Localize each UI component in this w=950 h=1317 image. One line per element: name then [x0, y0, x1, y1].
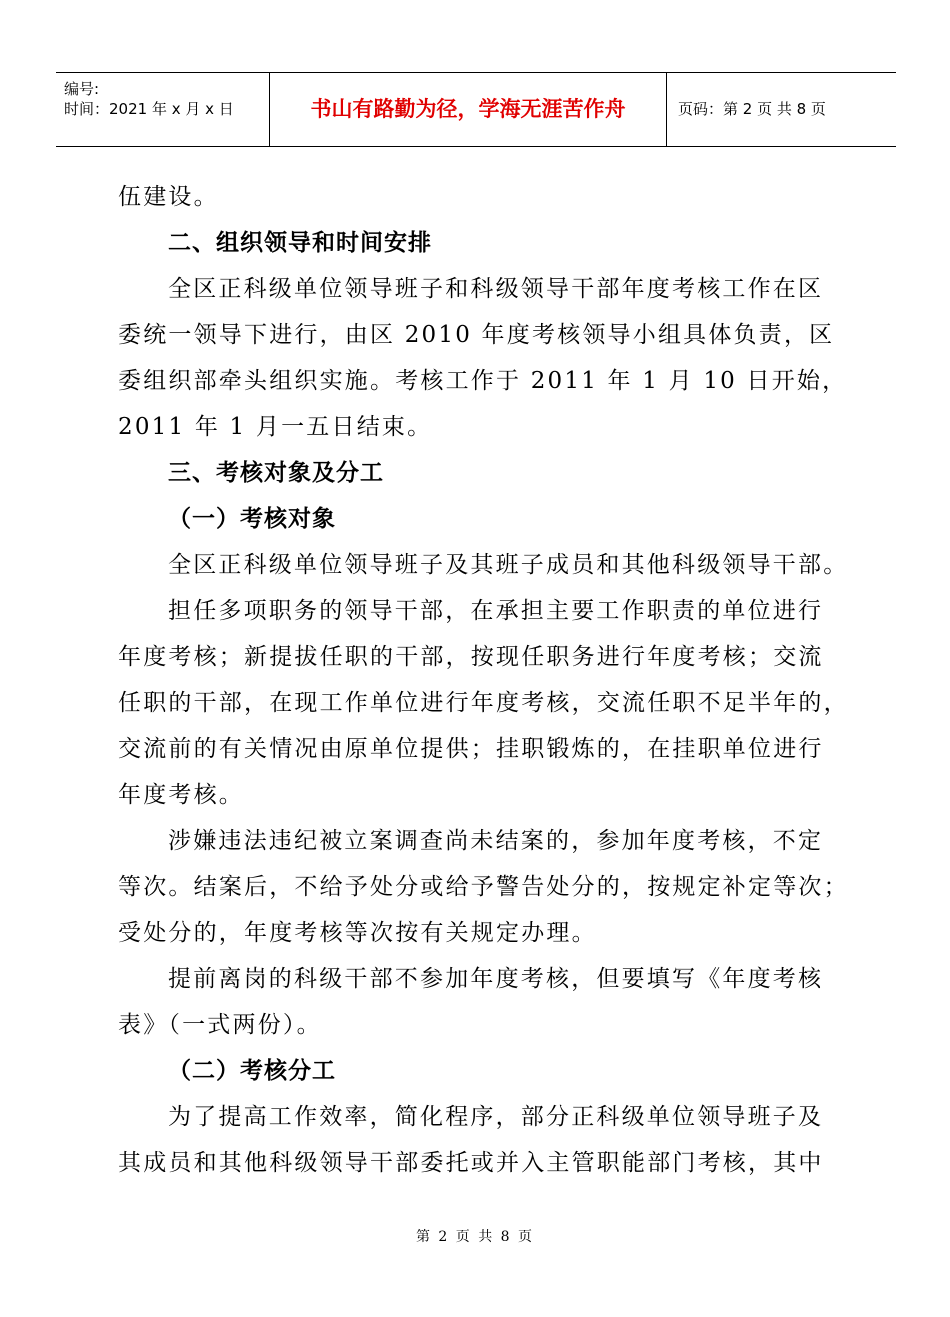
body-paragraph-line: 全区正科级单位领导班子和科级领导干部年度考核工作在区 [168, 276, 824, 302]
subsection-heading: （二）考核分工 [168, 1058, 336, 1084]
header-page-number: 页码：第 2 页 共 8 页 [678, 100, 826, 118]
body-paragraph-line: 等次。结案后，不给予处分或给予警告处分的，按规定补定等次； [118, 874, 849, 900]
body-paragraph-line: 提前离岗的科级干部不参加年度考核，但要填写《年度考核 [168, 966, 824, 992]
document-time-label: 时间：2021 年 x 月 x 日 [64, 100, 234, 118]
body-paragraph-line: 委组织部牵头组织实施。考核工作于 2011 年 1 月 10 日开始， [118, 368, 848, 394]
body-paragraph-line: 伍建设。 [118, 184, 219, 210]
body-paragraph-line: 年度考核；新提拔任职的干部，按现任职务进行年度考核；交流 [118, 644, 824, 670]
body-paragraph-line: 交流前的有关情况由原单位提供；挂职锻炼的，在挂职单位进行 [118, 736, 824, 762]
body-paragraph-line: 全区正科级单位领导班子及其班子成员和其他科级领导干部。 [168, 552, 849, 578]
section-heading: 三、考核对象及分工 [168, 460, 384, 486]
body-paragraph-line: 其成员和其他科级领导干部委托或并入主管职能部门考核，其中 [118, 1150, 824, 1176]
body-paragraph-line: 涉嫌违法违纪被立案调查尚未结案的，参加年度考核，不定 [168, 828, 824, 854]
header-divider [666, 73, 667, 146]
header-motto: 书山有路勤为径，学海无涯苦作舟 [310, 97, 626, 121]
subsection-heading: （一）考核对象 [168, 506, 336, 532]
body-paragraph-line: 委统一领导下进行，由区 2010 年度考核领导小组具体负责，区 [118, 322, 835, 348]
body-paragraph-line: 任职的干部，在现工作单位进行年度考核，交流任职不足半年的， [118, 690, 849, 716]
body-paragraph-line: 2011 年 1 月一五日结束。 [118, 414, 433, 440]
document-number-label: 编号: [64, 80, 100, 98]
page-footer: 第 2 页 共 8 页 [415, 1229, 535, 1245]
body-paragraph-line: 受处分的，年度考核等次按有关规定办理。 [118, 920, 597, 946]
body-paragraph-line: 表》（一式两份）。 [118, 1012, 322, 1038]
header-meta [64, 79, 234, 119]
body-paragraph-line: 为了提高工作效率，简化程序，部分正科级单位领导班子及 [168, 1104, 824, 1130]
section-heading: 二、组织领导和时间安排 [168, 230, 432, 256]
body-paragraph-line: 担任多项职务的领导干部，在承担主要工作职责的单位进行 [168, 598, 824, 624]
body-paragraph-line: 年度考核。 [118, 782, 244, 808]
page-header [56, 72, 896, 147]
